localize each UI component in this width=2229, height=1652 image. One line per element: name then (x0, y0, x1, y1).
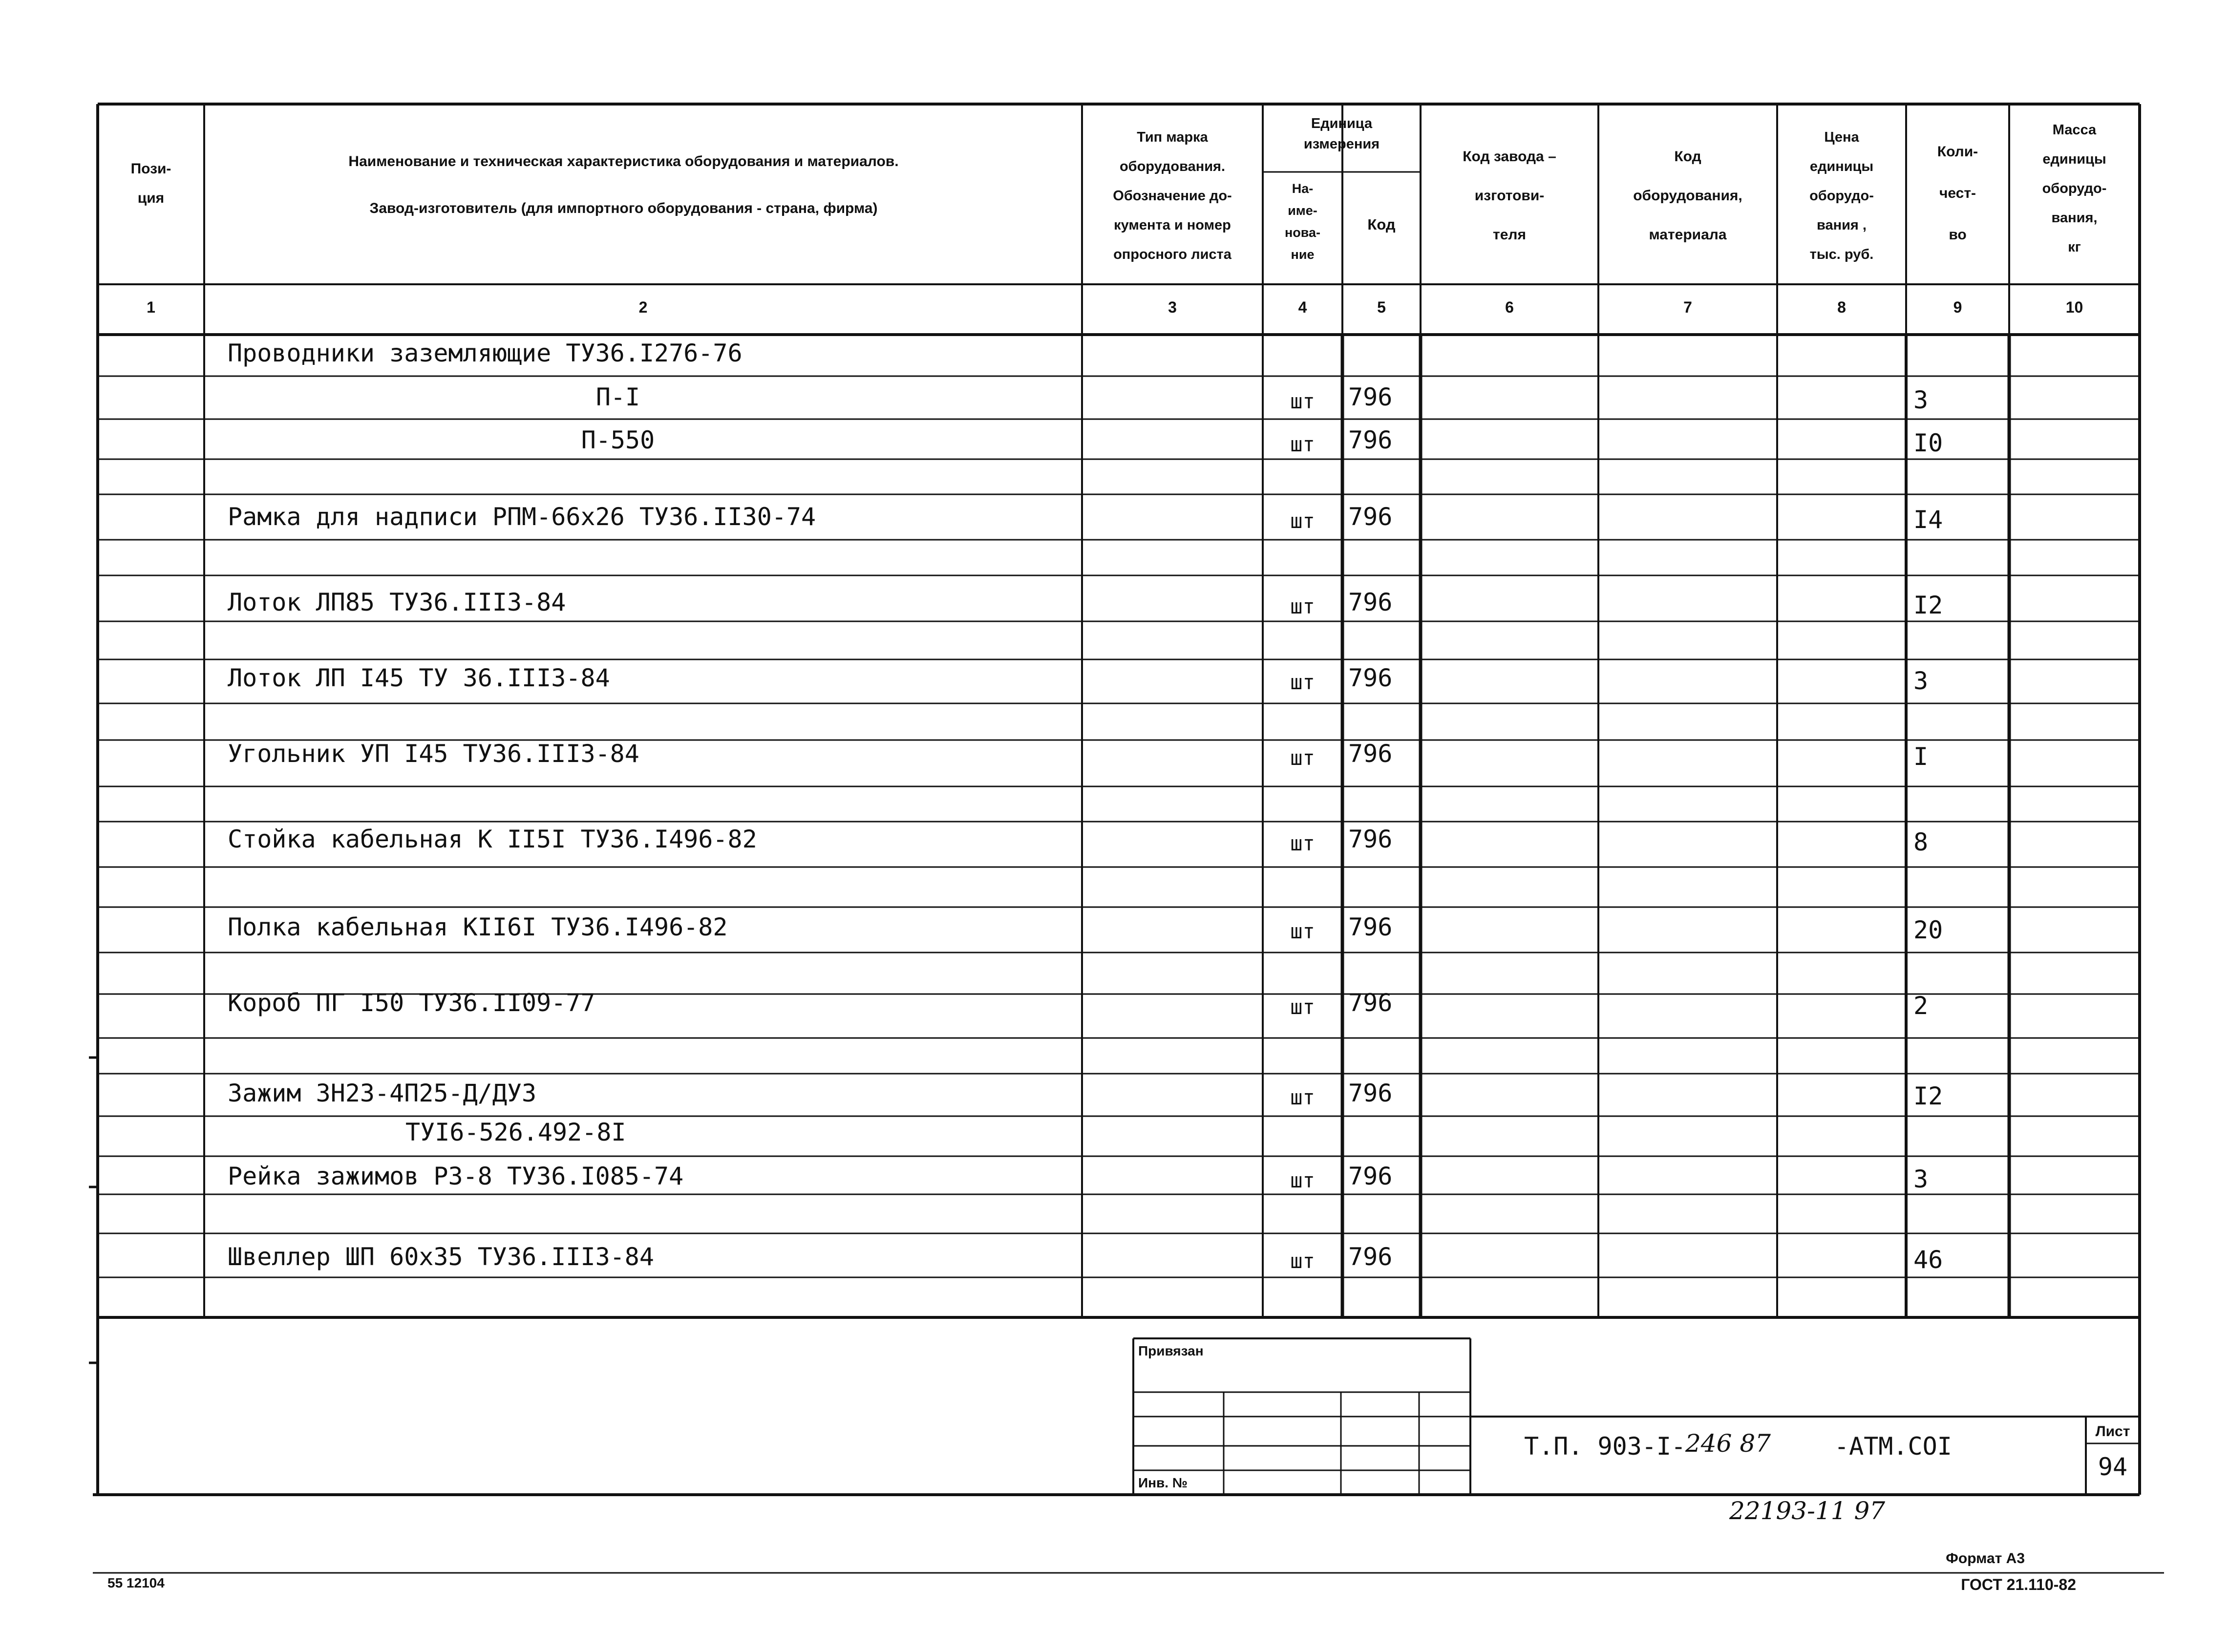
header-position: Пози- (130, 161, 171, 177)
column-number: 6 (1505, 298, 1514, 316)
column-number: 2 (638, 298, 648, 316)
item-quantity: I2 (1913, 1082, 1943, 1110)
header-price: Цена (1824, 129, 1859, 145)
item-unit: шт (1290, 1085, 1315, 1109)
doc-code-suffix: -АТМ.СОI (1834, 1432, 1952, 1461)
item-unit: шт (1290, 389, 1315, 413)
stamp-privyazan: Привязан (1138, 1343, 1204, 1358)
item-quantity: I4 (1913, 506, 1943, 534)
header-equipment-code: материала (1649, 227, 1727, 243)
header-name-line2: Завод-изготовитель (для импортного оборудования - страна, фирма) (369, 200, 878, 216)
stamp-inv-number: Инв. № (1138, 1475, 1188, 1490)
item-unit: шт (1290, 919, 1315, 943)
header-price: вания , (1817, 217, 1867, 233)
header-unit-name: ние (1291, 247, 1315, 262)
header-type: Обозначение до- (1113, 188, 1232, 204)
column-number: 9 (1953, 298, 1962, 316)
footer-left-code: 55 12104 (107, 1575, 165, 1590)
column-number: 3 (1168, 298, 1177, 316)
item-unit-code: 796 (1348, 740, 1393, 768)
item-quantity: 3 (1913, 386, 1929, 414)
header-mass: Масса (2052, 122, 2097, 138)
header-quantity: во (1949, 227, 1967, 243)
item-name: Полка кабельная КII6I ТУ36.I496-82 (228, 913, 728, 941)
item-name: Зажим ЗН23-4П25-Д/ДУЗ (228, 1079, 537, 1107)
item-name: Швеллер ШП 60х35 ТУ36.III3-84 (228, 1243, 654, 1271)
item-name: Стойка кабельная К II5I ТУ36.I496-82 (228, 825, 757, 853)
header-factory-code: Код завода – (1463, 148, 1556, 165)
header-unit-name: нова- (1284, 225, 1321, 240)
column-number: 5 (1377, 298, 1386, 316)
format-label: Формат А3 (1946, 1550, 2025, 1567)
sheet-number: 94 (2098, 1453, 2128, 1481)
header-unit: измерения (1303, 136, 1380, 152)
header-factory-code: изготови- (1474, 188, 1545, 204)
item-unit: шт (1290, 1249, 1315, 1273)
header-mass: оборудо- (2042, 181, 2107, 196)
item-unit-code: 796 (1348, 503, 1393, 531)
item-unit-code: 796 (1348, 1243, 1393, 1271)
item-unit: шт (1290, 670, 1315, 694)
item-name: Лоток ЛП I45 ТУ 36.III3-84 (228, 664, 610, 692)
item-name: Угольник УП I45 ТУ36.III3-84 (228, 740, 639, 768)
item-quantity: 2 (1913, 992, 1929, 1020)
item-name: Короб ПГ I50 ТУ36.II09-77 (228, 989, 595, 1017)
item-name: Рамка для надписи РПМ-66х26 ТУ36.II30-74 (228, 503, 816, 531)
doc-code-handwritten: 246 87 (1685, 1429, 1771, 1458)
handwritten-number: 22193-11 97 (1729, 1497, 1886, 1525)
sheet-label: Лист (2095, 1423, 2130, 1440)
header-unit: Единица (1311, 116, 1373, 131)
item-quantity: 3 (1913, 667, 1929, 695)
item-unit: шт (1290, 509, 1315, 533)
item-quantity: I0 (1913, 429, 1943, 457)
item-quantity: 8 (1913, 828, 1929, 856)
item-unit-code: 796 (1348, 1079, 1393, 1107)
header-type: Тип марка (1137, 129, 1208, 145)
column-number: 7 (1683, 298, 1692, 316)
item-name: ТУI6-526.492-8I (405, 1118, 626, 1146)
header-type: опросного листа (1113, 247, 1231, 262)
item-unit-code: 796 (1348, 1162, 1393, 1190)
item-unit-code: 796 (1348, 664, 1393, 692)
item-name: Проводники заземляющие ТУ36.I276-76 (228, 339, 743, 367)
item-name: П-550 (581, 426, 655, 454)
item-name: Лоток ЛП85 ТУ36.III3-84 (228, 588, 566, 616)
item-name: Рейка зажимов РЗ-8 ТУ36.I085-74 (228, 1162, 684, 1190)
item-unit: шт (1290, 1168, 1315, 1192)
header-price: тыс. руб. (1809, 247, 1874, 262)
header-equipment-code: оборудования, (1633, 188, 1742, 204)
item-name: П-I (595, 383, 640, 411)
item-unit-code: 796 (1348, 426, 1393, 454)
header-unit-name: На- (1292, 181, 1314, 196)
header-type: оборудования. (1119, 159, 1226, 174)
header-equipment-code: Код (1674, 148, 1701, 165)
item-quantity: I (1913, 742, 1929, 771)
header-price: оборудо- (1809, 188, 1874, 204)
item-quantity: 46 (1913, 1246, 1943, 1274)
item-unit: шт (1290, 831, 1315, 855)
item-unit-code: 796 (1348, 825, 1393, 853)
header-price: единицы (1809, 159, 1874, 174)
item-unit-code: 796 (1348, 913, 1393, 941)
header-unit-name: име- (1288, 203, 1317, 218)
header-type: кумента и номер (1114, 217, 1231, 233)
item-unit: шт (1290, 746, 1315, 770)
column-number: 8 (1837, 298, 1846, 316)
item-quantity: 3 (1913, 1165, 1929, 1193)
column-number: 4 (1298, 298, 1307, 316)
header-mass: вания, (2051, 210, 2098, 226)
header-mass: единицы (2042, 151, 2106, 167)
gost-label: ГОСТ 21.110-82 (1961, 1576, 2076, 1593)
header-position: ция (137, 190, 165, 206)
doc-code-prefix: Т.П. 903-I- (1524, 1432, 1686, 1461)
item-unit: шт (1290, 594, 1315, 618)
item-quantity: I2 (1913, 591, 1943, 619)
header-quantity: чест- (1939, 185, 1976, 201)
item-unit: шт (1290, 995, 1315, 1019)
column-number: 1 (147, 298, 155, 316)
header-mass: кг (2068, 239, 2081, 255)
header-factory-code: теля (1493, 227, 1526, 243)
header-name-line1: Наименование и техническая характеристика оборудования и материалов. (348, 153, 899, 169)
header-unit-code: Код (1367, 216, 1396, 233)
item-unit-code: 796 (1348, 989, 1393, 1017)
item-unit: шт (1290, 432, 1315, 456)
item-quantity: 20 (1913, 916, 1943, 944)
item-unit-code: 796 (1348, 383, 1393, 411)
header-quantity: Коли- (1937, 144, 1978, 160)
column-number: 10 (2065, 298, 2083, 316)
item-unit-code: 796 (1348, 588, 1393, 616)
